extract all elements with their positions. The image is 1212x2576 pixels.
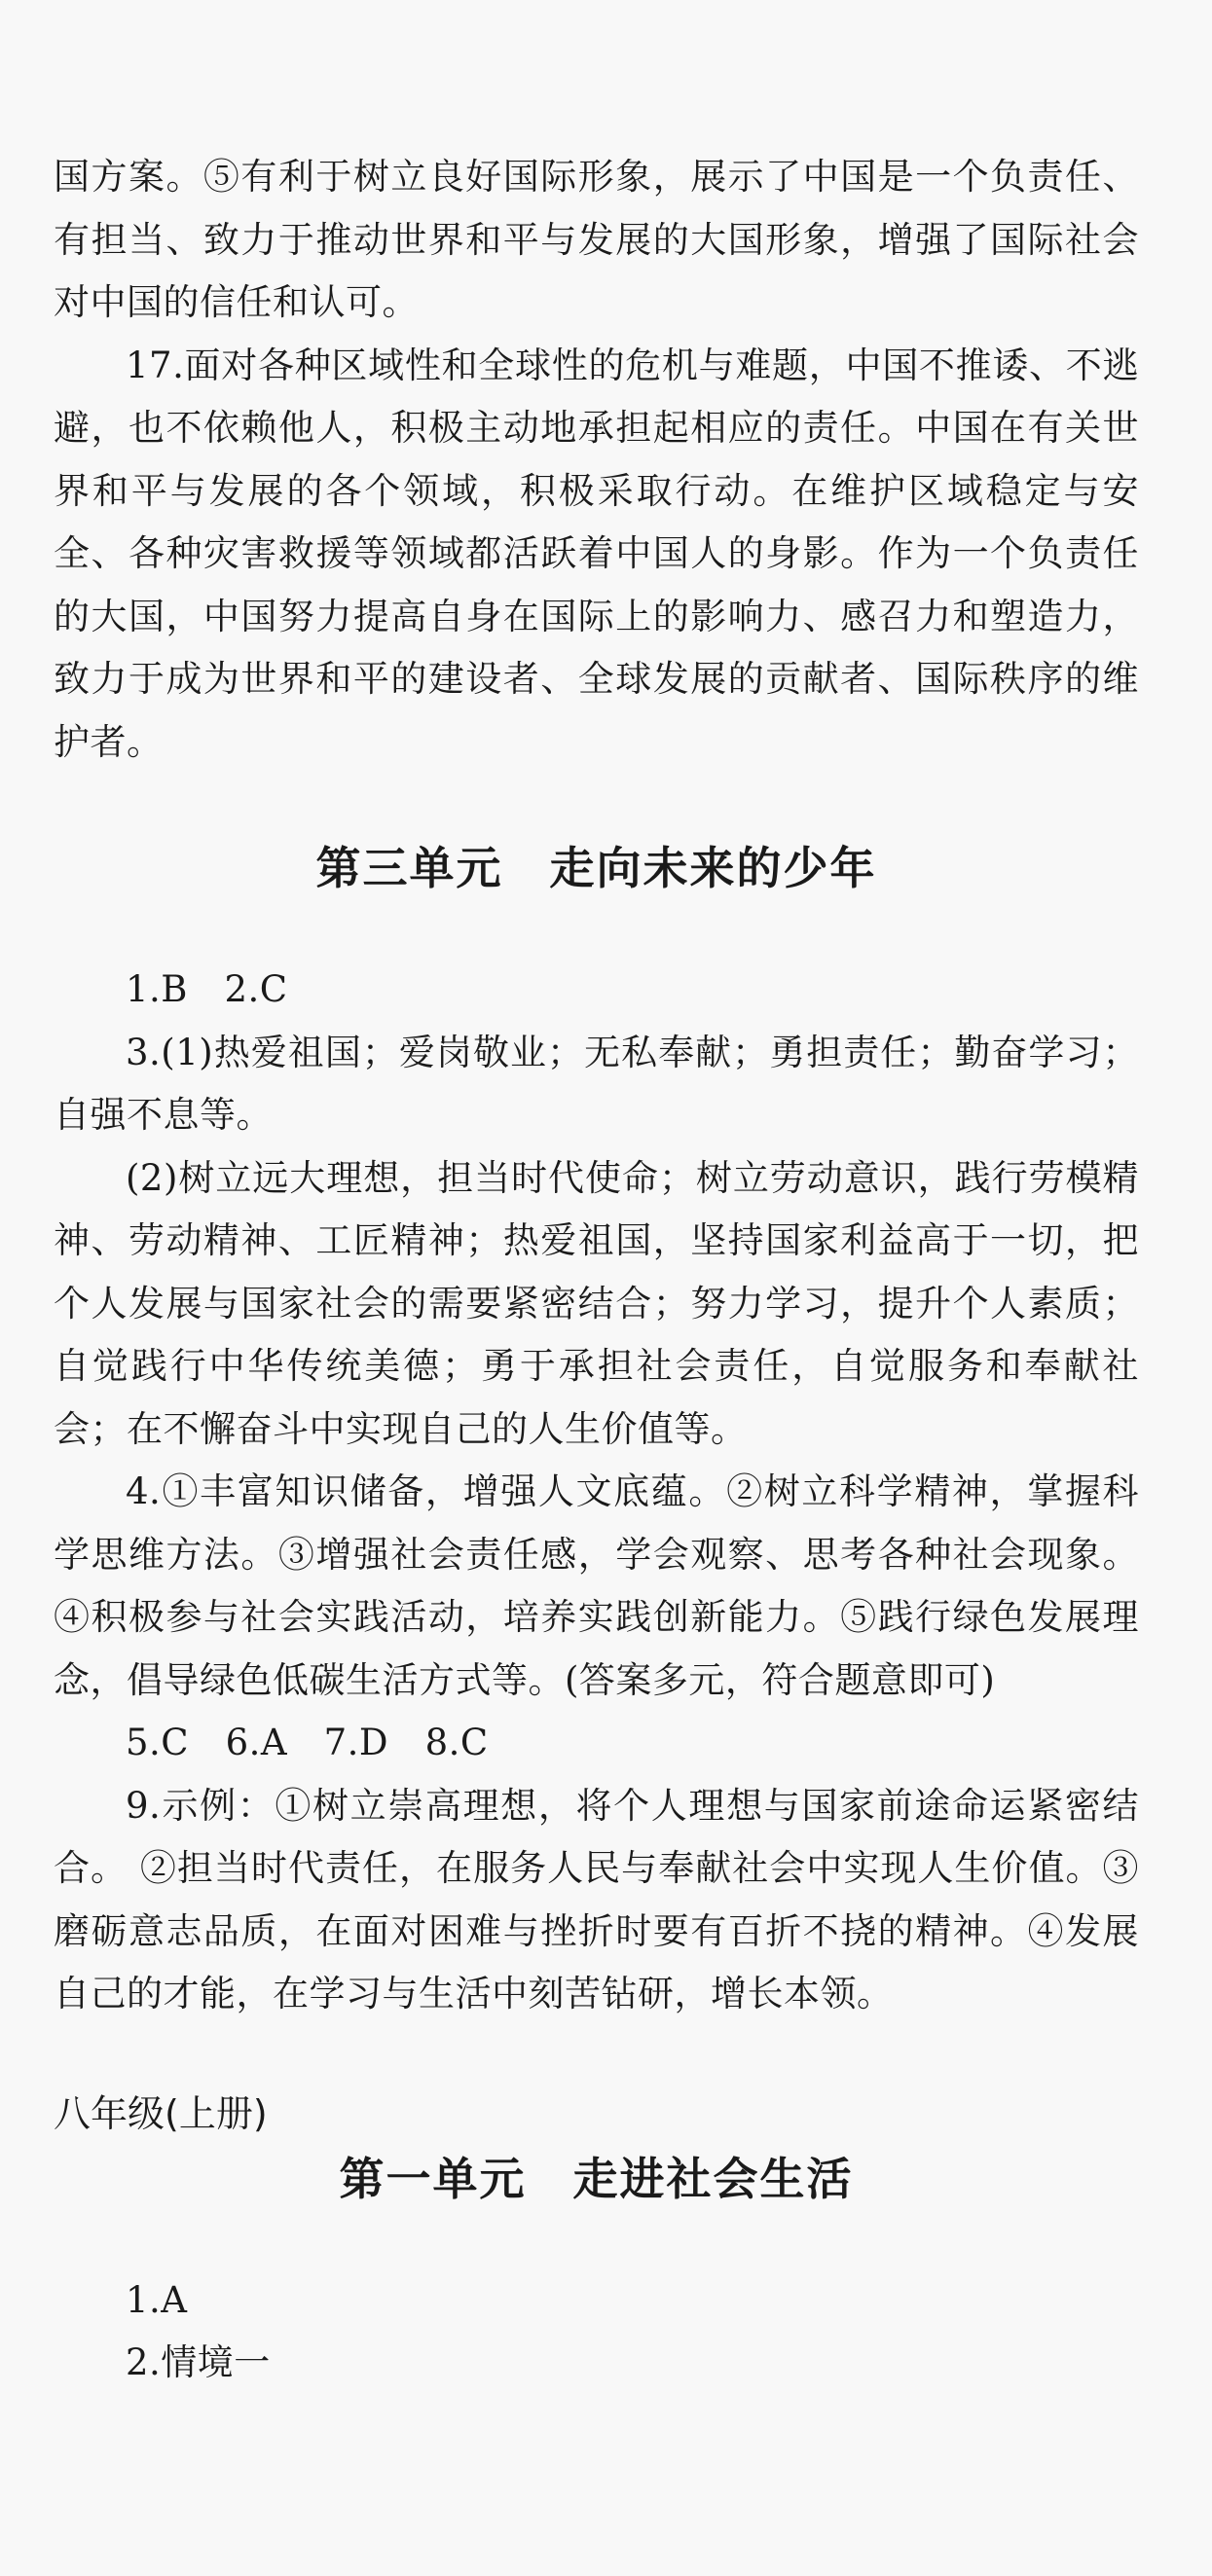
answer-3-1: 3.(1)热爱祖国；爱岗敬业；无私奉献；勇担责任；勤奋学习；自强不息等。 [54, 1031, 1139, 1136]
answer-9: 9.示例：①树立崇高理想，将个人理想与国家前途命运紧密结合。 ②担当时代责任，在服务人民与奉献社会中实现人生价值。③磨砺意志品质，在面对困难与挫折时要有百折不挠的精神。④发展自己的才能，在学习与生活中刻苦钻研，增长本领。 [54, 1784, 1139, 2014]
answer-1: 1.A [126, 2278, 188, 2321]
answer-2: 2.情境一 [126, 2341, 271, 2383]
answer-17: 17.面对各种区域性和全球性的危机与难题，中国不推诿、不逃避，也不依赖他人，积极主动地承担起相应的责任。中国在有关世界和平与发展的各个领域，积极采取行动。在维护区域稳定与安全、各种灾害救援等领域都活跃着中国人的身影。作为一个负责任的大国，中国努力提高自身在国际上的影响力、感召力和塑造力，致力于成为世界和平的建设者、全球发展的贡献者、国际秩序的维护者。 [54, 344, 1139, 763]
answer-1-2: 1.B 2.C [126, 968, 288, 1010]
paragraph-continuation: 国方案。⑤有利于树立良好国际形象，展示了中国是一个负责任、有担当、致力于推动世界和平与发展的大国形象，增强了国际社会对中国的信任和认可。 [54, 156, 1139, 323]
answer-3-2: (2)树立远大理想，担当时代使命；树立劳动意识，践行劳模精神、劳动精神、工匠精神；热爱祖国，坚持国家利益高于一切，把个人发展与国家社会的需要紧密结合；努力学习，提升个人素质；自觉践行中华传统美德；勇于承担社会责任，自觉服务和奉献社会；在不懈奋斗中实现自己的人生价值等。 [54, 1156, 1139, 1450]
unit-1-title: 第一单元 走进社会生活 [339, 2152, 854, 2205]
unit-3-title: 第三单元 走向未来的少年 [315, 842, 877, 894]
answer-5-8: 5.C 6.A 7.D 8.C [126, 1722, 489, 1763]
grade-heading: 八年级(上册) [54, 2091, 268, 2135]
page-content [54, 146, 1139, 2395]
answer-4: 4.①丰富知识储备，增强人文底蕴。②树立科学精神，掌握科学思维方法。③增强社会责任感，学会观察、思考各种社会现象。④积极参与社会实践活动，培养实践创新能力。⑤践行绿色发展理念，倡导绿色低碳生活方式等。(答案多元，符合题意即可) [54, 1470, 1139, 1701]
